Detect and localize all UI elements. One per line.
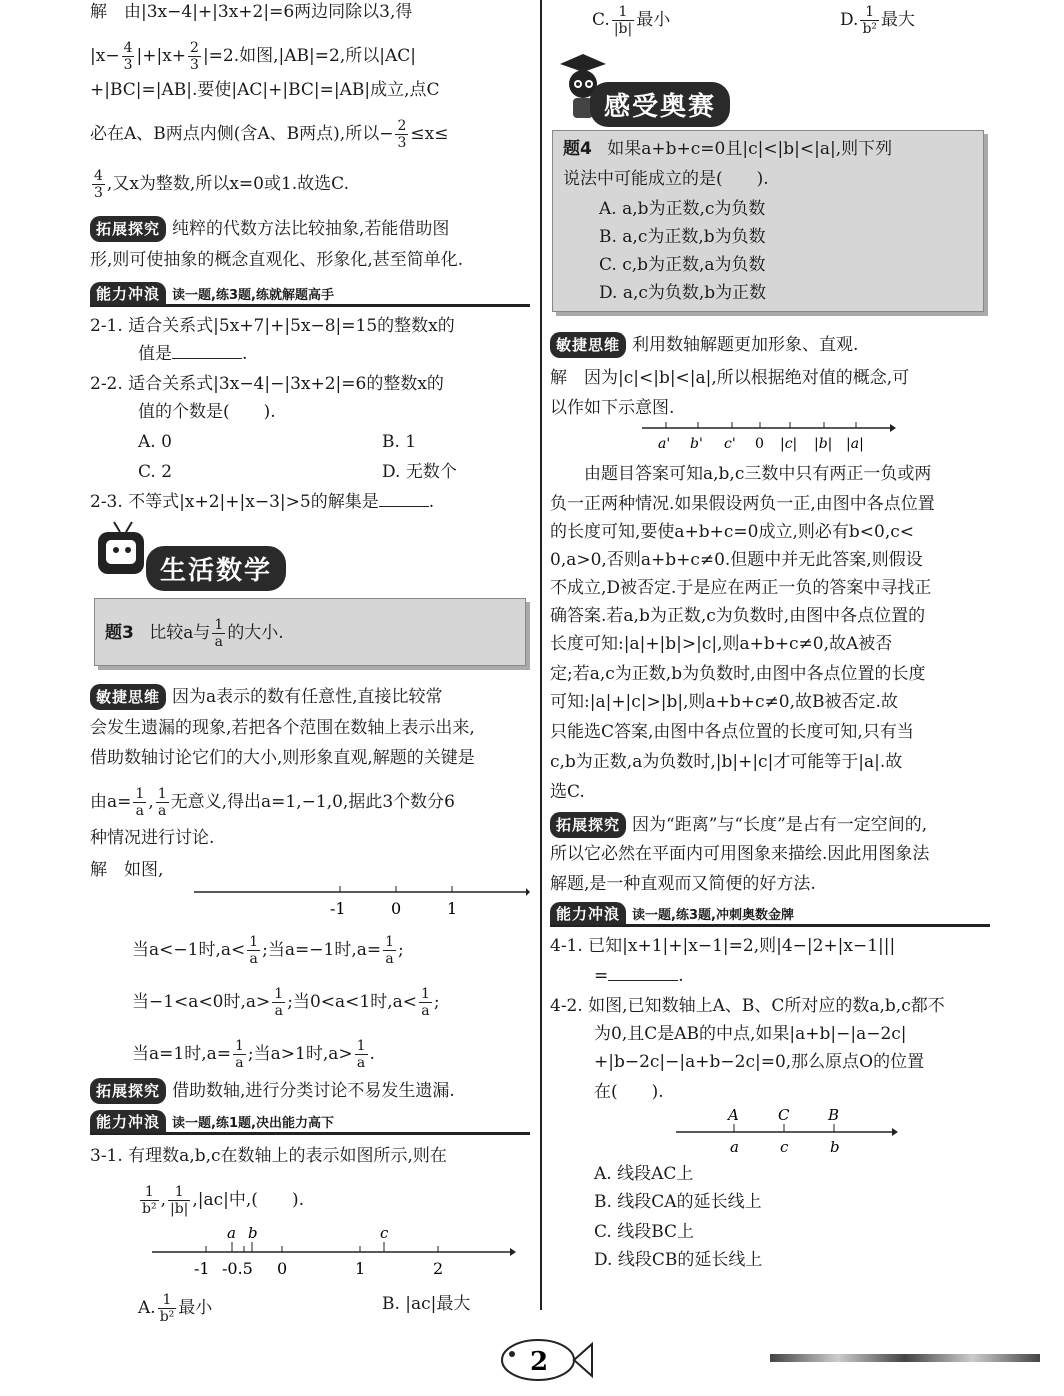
number-line-3-1 xyxy=(150,1222,530,1282)
fish-page-badge xyxy=(486,1332,596,1388)
point-label: c xyxy=(780,1138,789,1156)
solution-line: |x− $\frac{4}{3}$ |+|x+ $\frac{2}{3}$ |=2.如图,|AB|=2,所以|AC| xyxy=(90,40,416,73)
option: D. 无数个 xyxy=(382,462,457,482)
extension-note: 拓展探究 因为“距离”与“长度”是占有一定空间的, xyxy=(550,812,927,838)
exercise-3-1: 3-1. 有理数a,b,c在数轴上的表示如图所示,则在 xyxy=(90,1146,447,1166)
exercise-2-2: 值的个数是( ). xyxy=(138,402,276,422)
paragraph-line: 不成立,D被否定.于是应在两正一负的答案中寻找正 xyxy=(550,578,932,598)
option: A. $\frac{1}{\text{b²}}$ 最小 xyxy=(138,1292,213,1325)
exercise-4-1-blank: = . xyxy=(594,966,684,986)
exercise-4-1: 4-1. 已知|x+1|+|x−1|=2,则|4−|2+|x−1||| xyxy=(550,936,896,956)
think-note: 种情况进行讨论. xyxy=(90,828,215,848)
exercise-3-1: $\frac{1}{\text{b²}}$ , $\frac{1}{|b|}$ ,|ac|中,( ). xyxy=(142,1184,304,1217)
solution-line: 解 由|3x−4|+|3x+2|=6两边同除以3,得 xyxy=(90,2,413,22)
think-note: 敏捷思维 利用数轴解题更加形象、直观. xyxy=(550,332,858,358)
question-4-box: 题4 如果a+b+c=0且|c|<|b|<|a|,则下列 说法中可能成立的是( ). A. a,b为正数,c为负数 B. a,c为正数,b为负数 C. c,b为正数,a为负数 D. a,c为负数,b为正数 xyxy=(552,130,984,312)
extension-note: 所以它必然在平面内可用图象来描绘.因此用图象法 xyxy=(550,844,930,864)
point-label: b xyxy=(830,1138,840,1156)
exercise-2-1-blank: 值是 . xyxy=(138,344,248,364)
point-label: |a| xyxy=(846,436,864,452)
option: C. 2 xyxy=(138,462,173,482)
fraction: $\frac{4}{3}$ xyxy=(94,168,103,201)
fraction: $\frac{2}{3}$ xyxy=(397,118,407,151)
point-label: c' xyxy=(724,436,736,452)
option: C. 线段BC上 xyxy=(594,1222,695,1242)
think-tag: 敏捷思维 xyxy=(90,684,166,710)
footer-decoration xyxy=(770,1354,1040,1362)
extension-note: 拓展探究 纯粹的代数方法比较抽象,若能借助图 xyxy=(90,216,449,242)
solution-line: 解 因为|c|<|b|<|a|,所以根据绝对值的概念,可 xyxy=(550,368,910,388)
extension-note: 解题,是一种直观而又简便的好方法. xyxy=(550,874,816,894)
tick-label: -1 xyxy=(194,1259,210,1278)
exercise-4-2: 4-2. 如图,已知数轴上A、B、C所对应的数a,b,c都不 xyxy=(550,996,945,1016)
think-note: 会发生遗漏的现象,若把各个范围在数轴上表示出来, xyxy=(90,718,475,738)
solution-line: 以作如下示意图. xyxy=(550,398,675,418)
paragraph-line: 负一正两种情况.如果假设两负一正,由图中各点位置 xyxy=(550,494,935,514)
point-label: b xyxy=(248,1224,258,1242)
think-note: 借助数轴讨论它们的大小,则形象直观,解题的关键是 xyxy=(90,748,475,768)
ability-banner: 能力冲浪 读一题,练3题,冲刺奥数金牌 xyxy=(550,902,990,927)
ability-banner: 能力冲浪 读一题,练1题,决出能力高下 xyxy=(90,1110,530,1135)
fraction: $\frac{4}{3}$ xyxy=(123,40,133,73)
option: C. $\frac{1}{|b|}$ 最小 xyxy=(592,4,671,37)
option: A. 0 xyxy=(138,432,172,452)
paragraph-line: 确答案.若a,b为正数,c为负数时,由图中各点位置的 xyxy=(550,606,926,626)
ability-banner: 能力冲浪 读一题,练3题,练就解题高手 xyxy=(90,282,530,307)
option: D. $\frac{1}{\text{b²}}$ 最大 xyxy=(840,4,916,37)
point-label: |b| xyxy=(814,436,833,452)
point-label: C xyxy=(778,1106,790,1124)
case-line: 当a<−1时,a< $\frac{1}{a}$ ;当a=−1时,a= $\frac{1}{a}$ ; xyxy=(132,934,404,967)
option: D. a,c为负数,b为正数 xyxy=(599,283,767,303)
column-divider xyxy=(540,0,542,1310)
paragraph-line: 0,a>0,否则a+b+c≠0.但题中并无此答案,则假设 xyxy=(550,550,923,570)
point-label: b' xyxy=(690,436,703,452)
paragraph-line: c,b为正数,a为负数时,|b|+|c|才可能等于|a|.故 xyxy=(550,752,903,772)
extension-note: 形,则可使抽象的概念直观化、形象化,甚至简单化. xyxy=(90,250,464,270)
solution-label: 解 如图, xyxy=(90,860,164,880)
fraction: $\frac{1}{a}$ xyxy=(214,617,224,650)
paragraph-line: 选C. xyxy=(550,782,585,802)
solution-line: $\frac{4}{3}$ ,又x为整数,所以x=0或1.故选C. xyxy=(94,168,349,201)
tick-label: 0 xyxy=(277,1259,288,1278)
think-note: 敏捷思维 因为a表示的数有任意性,直接比较常 xyxy=(90,684,443,710)
tick-label: 1 xyxy=(355,1259,366,1278)
question-label: 题3 xyxy=(105,623,134,643)
number-line-3 xyxy=(190,882,530,922)
question-label: 题4 xyxy=(563,139,592,159)
option: B. 1 xyxy=(382,432,417,452)
fraction: $\frac{1}{a}$ xyxy=(157,786,167,819)
case-line: 当a=1时,a= $\frac{1}{a}$ ;当a>1时,a> $\frac{1}{a}$ . xyxy=(132,1038,375,1071)
exercise-4-2: +|b−2c|−|a+b−2c|=0,那么原点O的位置 xyxy=(594,1052,925,1072)
section-title-life-math: 生活数学 xyxy=(146,546,286,591)
exercise-4-2: 在( ). xyxy=(594,1082,664,1102)
option: B. 线段CA的延长线上 xyxy=(594,1192,762,1212)
option: B. a,c为正数,b为负数 xyxy=(599,227,766,247)
paragraph-line: 长度可知:|a|+|b|>|c|,则a+b+c≠0,故A被否 xyxy=(550,634,893,654)
think-note: 由a= $\frac{1}{a}$ , $\frac{1}{a}$ 无意义,得出a=1,−1,0,据此3个数分6 xyxy=(90,786,455,819)
tv-mascot-icon xyxy=(92,518,152,588)
question-3-box: 题3 比较a与 $\frac{1}{a}$ 的大小. xyxy=(94,598,526,666)
number-line-4 xyxy=(640,420,900,456)
paragraph-line: 的长度可知,要使a+b+c=0成立,则必有b<0,c< xyxy=(550,522,915,542)
fraction: $\frac{2}{3}$ xyxy=(190,40,199,73)
number-line-4-2 xyxy=(674,1104,904,1160)
point-label: a' xyxy=(658,436,671,452)
paragraph-line: 定;若a,c为正数,b为负数时,由图中各点位置的长度 xyxy=(550,664,926,684)
tick-label: 1 xyxy=(447,899,458,918)
paragraph-line: 由题目答案可知a,b,c三数中只有两正一负或两 xyxy=(584,464,932,484)
tick-label: -1 xyxy=(330,899,346,918)
option: D. 线段CB的延长线上 xyxy=(594,1250,763,1270)
paragraph-line: 可知:|a|+|c|>|b|,则a+b+c≠0,故B被否定.故 xyxy=(550,692,898,712)
option: C. c,b为正数,a为负数 xyxy=(599,255,766,275)
exercise-2-2: 2-2. 适合关系式|3x−4|−|3x+2|=6的整数x的 xyxy=(90,374,444,394)
point-label: a xyxy=(227,1224,236,1242)
option: A. a,b为正数,c为负数 xyxy=(599,199,766,219)
fraction: $\frac{1}{a}$ xyxy=(135,786,145,819)
solution-line: +|BC|=|AB|.要使|AC|+|BC|=|AB|成立,点C xyxy=(90,80,440,100)
option: B. |ac|最大 xyxy=(382,1294,471,1314)
solution-line: 必在A、B两点内侧(含A、B两点),所以− $\frac{2}{3}$ ≤x≤ xyxy=(90,118,449,151)
extension-note: 拓展探究 借助数轴,进行分类讨论不易发生遗漏. xyxy=(90,1078,455,1104)
point-label: a xyxy=(730,1138,739,1156)
tick-label: 0 xyxy=(391,899,402,918)
point-label: A xyxy=(728,1106,739,1124)
exercise-2-3: 2-3. 不等式|x+2|+|x−3|>5的解集是 . xyxy=(90,492,435,512)
exercise-4-2: 为0,且C是AB的中点,如果|a+b|−|a−2c| xyxy=(594,1024,907,1044)
exercise-2-1: 2-1. 适合关系式|5x+7|+|5x−8|=15的整数x的 xyxy=(90,316,455,336)
page-number: 2 xyxy=(530,1347,549,1377)
case-line: 当−1<a<0时,a> $\frac{1}{a}$ ;当0<a<1时,a< $\frac{1}{a}$ ; xyxy=(132,986,440,1019)
tick-label: 2 xyxy=(433,1259,444,1278)
point-label: 0 xyxy=(755,436,764,452)
section-title-olympiad: 感受奥赛 xyxy=(590,82,730,127)
point-label: |c| xyxy=(780,436,798,452)
point-label: B xyxy=(828,1106,840,1124)
extension-tag: 拓展探究 xyxy=(90,216,166,242)
tick-label: -0.5 xyxy=(222,1259,253,1278)
option: A. 线段AC上 xyxy=(594,1164,694,1184)
point-label: c xyxy=(380,1224,389,1242)
paragraph-line: 只能选C答案,由图中各点位置的长度可知,只有当 xyxy=(550,722,914,742)
